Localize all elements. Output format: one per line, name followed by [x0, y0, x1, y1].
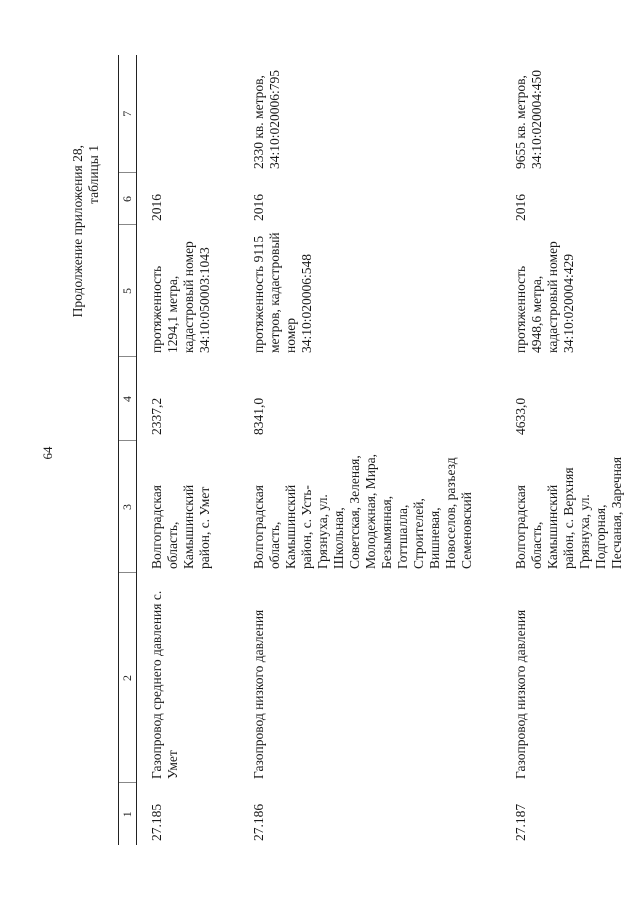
column-header: 4 — [119, 357, 137, 441]
column-header: 1 — [119, 783, 137, 845]
object-description: протяженность 9115 метров, кадастровый номер 34:10:020006:548 — [251, 232, 314, 353]
object-value: 2337,2 — [149, 397, 164, 435]
column-header: 3 — [119, 441, 137, 573]
object-name: Газопровод среднего давления с. Умет — [149, 590, 180, 779]
object-description: протяженность 4948,6 метра, кадастровый номер 34:10:020004:429 — [513, 241, 576, 353]
column-header: 2 — [119, 573, 137, 783]
object-address: Волгоградская область, Камышинский район, с. Умет — [149, 484, 212, 569]
object-year: 2016 — [513, 194, 528, 221]
page-number: 64 — [40, 446, 55, 460]
row-number: 27.187 — [513, 803, 528, 841]
object-value: 4633,0 — [513, 397, 528, 435]
object-value: 8341,0 — [251, 397, 266, 435]
assets-table — [118, 55, 640, 845]
rotated-page-content — [0, 5, 640, 905]
object-notes: 2330 кв. метров, 34:10:020006:795 — [251, 69, 282, 169]
object-address: Волгоградская область, Камышинский район, с. Усть-Грязнуха, ул. Школьная, Советская, Зеленая, Молодежная, Мира, Безымянная, Готтшалла, Строителей, Вишневая, Новоселов, разъезд Семеновский — [251, 453, 474, 569]
row-number: 27.186 — [251, 803, 266, 841]
object-address: Волгоградская область, Камышинский район, с. Верхняя Грязнуха, ул. Подгорная, Песчаная, Заречная — [513, 456, 624, 569]
object-year: 2016 — [251, 194, 266, 221]
table-row — [137, 55, 240, 845]
object-name: Газопровод низкого давления — [513, 609, 528, 779]
object-year: 2016 — [149, 194, 164, 221]
table-header-row — [119, 55, 137, 845]
column-header: 5 — [119, 225, 137, 357]
table-row — [239, 55, 501, 845]
object-notes: 9655 кв. метров, 34:10:020004:450 — [513, 69, 544, 169]
column-header: 6 — [119, 173, 137, 225]
row-number: 27.185 — [149, 803, 164, 841]
column-header: 7 — [119, 55, 137, 173]
caption-line-1: Продолжение приложения 28, — [70, 145, 85, 318]
table-row — [501, 55, 640, 845]
object-name: Газопровод низкого давления — [251, 609, 266, 779]
object-description: протяженность 1294,1 метра, кадастровый номер 34:10:050003:1043 — [149, 241, 212, 353]
object-notes — [137, 55, 240, 173]
table-caption — [70, 145, 102, 317]
caption-line-2: таблицы 1 — [86, 145, 101, 204]
